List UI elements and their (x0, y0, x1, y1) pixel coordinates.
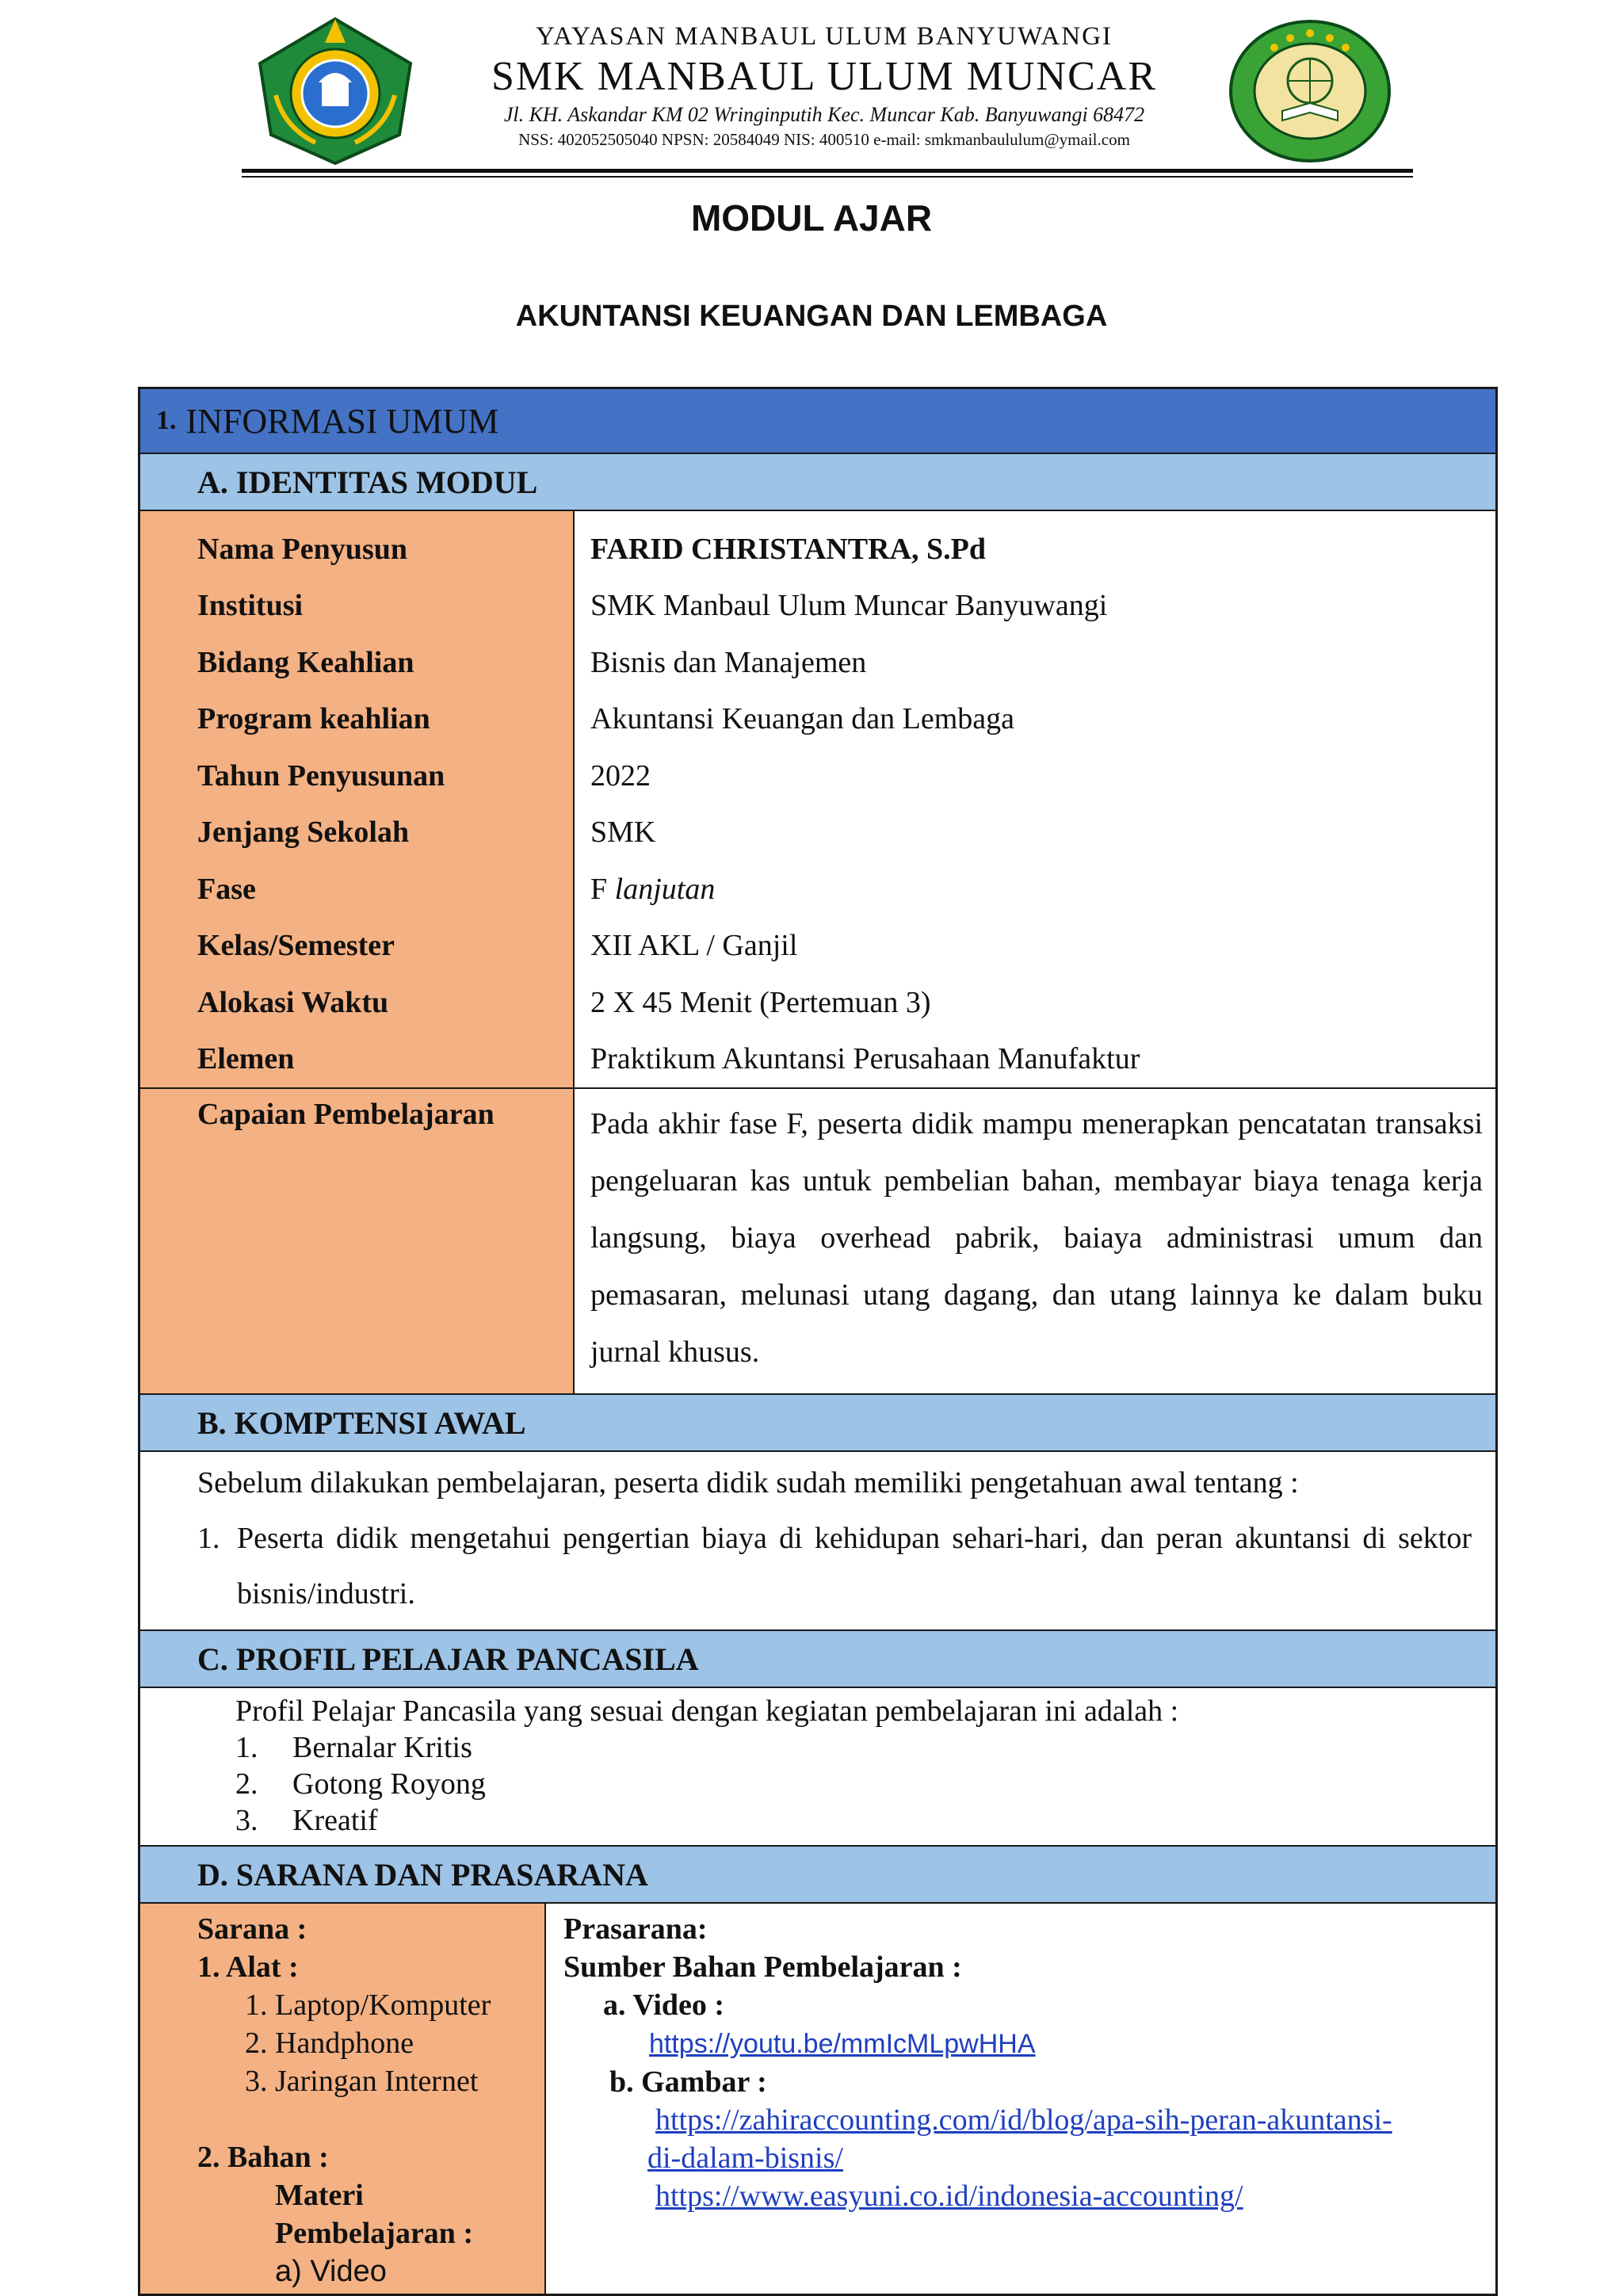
kompetensi-intro: Sebelum dilakukan pembelajaran, peserta didik sudah memiliki pengetahuan awal tentang : (197, 1466, 1299, 1499)
capaian-text: Pada akhir fase F, peserta didik mampu menerapkan pencatatan transaksi pengeluaran kas untuk pembelian bahan, membayar biaya tenaga kerja langsung, biaya overhead pabrik, baiaya administrasi umum dan pemasaran, melunasi utang dagang, dan utang lainnya ke dalam buku jurnal khusus. (590, 1107, 1483, 1369)
letterhead-rule-thin (242, 176, 1413, 178)
alat-item: 1. Laptop/Komputer (245, 1988, 491, 2022)
list-number: 2. (235, 1767, 258, 1801)
spacer (197, 2100, 544, 2138)
foundation-emblem-icon (1227, 16, 1393, 166)
materi-label-2: Pembelajaran : (275, 2217, 474, 2250)
identity-label: Bidang Keahlian (197, 645, 414, 679)
identity-value: XII AKL / Ganjil (590, 929, 798, 963)
sarana-title: Sarana : (197, 1912, 307, 1946)
alat-label: 1. Alat : (197, 1950, 299, 1984)
capaian-block (140, 1089, 1495, 1395)
section-number: 1. (156, 406, 177, 435)
letterhead-rule-thick (242, 169, 1413, 173)
school-address: Jl. KH. Askandar KM 02 Wringinputih Kec. Muncar Kab. Banyuwangi 68472 (503, 103, 1145, 126)
module-table (138, 387, 1498, 2296)
identity-value: SMK Manbaul Ulum Muncar Banyuwangi (590, 589, 1108, 623)
identity-label: Alokasi Waktu (197, 985, 389, 1019)
identity-value: 2022 (590, 758, 651, 793)
subsection-header-profil: C. PROFIL PELAJAR PANCASILA (140, 1631, 1495, 1688)
identity-labels (140, 511, 575, 1087)
subsection-header-identitas: A. IDENTITAS MODUL (140, 454, 1495, 511)
school-crest-icon (252, 16, 418, 166)
identity-label: Fase (197, 872, 256, 906)
identity-label: Jenjang Sekolah (197, 816, 410, 850)
sumber-label: Sumber Bahan Pembelajaran : (563, 1950, 962, 1984)
school-identifiers: NSS: 402052505040 NPSN: 20584049 NIS: 400510 e-mail: smkmanbaululum@ymail.com (518, 130, 1130, 149)
fase-value: F (590, 872, 608, 906)
video-label: a. Video : (603, 1988, 725, 2022)
identity-value: Praktikum Akuntansi Perusahaan Manufaktur (590, 1042, 1140, 1076)
bahan-label: 2. Bahan : (197, 2141, 329, 2174)
subsection-header-kompetensi: B. KOMPTENSI AWAL (140, 1395, 1495, 1452)
identity-value: Bisnis dan Manajemen (590, 645, 867, 679)
list-item (235, 1766, 1472, 1802)
identity-label: Elemen (197, 1042, 295, 1076)
materi-label: Materi (275, 2179, 364, 2212)
identity-value-author: FARID CHRISTANTRA, S.Pd (590, 532, 986, 566)
gambar-link-2[interactable]: https://www.easyuni.co.id/indonesia-accounting/ (655, 2179, 1243, 2213)
sarana-prasarana-block (140, 1904, 1495, 2294)
list-text: Bernalar Kritis (292, 1731, 472, 1764)
identity-label: Tahun Penyusunan (197, 758, 445, 793)
identity-block (140, 511, 1495, 1089)
gambar-link-1[interactable]: https://zahiraccounting.com/id/blog/apa-sih-peran-akuntansi- (655, 2103, 1392, 2137)
gambar-link-1-continued[interactable]: di-dalam-bisnis/ (647, 2141, 843, 2175)
list-text: Kreatif (292, 1804, 378, 1837)
list-text: Gotong Royong (292, 1767, 486, 1801)
foundation-name: YAYASAN MANBAUL ULUM BANYUWANGI (536, 22, 1113, 51)
materi-item: a) Video (275, 2255, 387, 2288)
identity-value: SMK (590, 816, 656, 850)
section-header-informasi-umum (140, 389, 1495, 454)
profil-block (140, 1688, 1495, 1847)
gambar-label: b. Gambar : (609, 2065, 767, 2099)
list-number: 1. (235, 1731, 258, 1764)
list-number: 3. (235, 1804, 258, 1837)
list-item (197, 1511, 1472, 1622)
list-number: 1. (197, 1522, 220, 1555)
prasarana-title: Prasarana: (563, 1912, 708, 1946)
alat-item: 3. Jaringan Internet (245, 2065, 479, 2098)
identity-label: Institusi (197, 589, 304, 623)
document-title: MODUL AJAR (690, 197, 933, 239)
capaian-label: Capaian Pembelajaran (140, 1089, 575, 1393)
profil-intro: Profil Pelajar Pancasila yang sesuai dengan kegiatan pembelajaran ini adalah : (235, 1694, 1179, 1728)
section-title: INFORMASI UMUM (185, 401, 499, 441)
fase-qualifier: lanjutan (614, 872, 716, 906)
video-link[interactable]: https://youtu.be/mmIcMLpwHHA (649, 2029, 1036, 2059)
identity-label: Nama Penyusun (197, 532, 407, 566)
identity-value-fase (590, 861, 1495, 918)
document-subtitle: AKUNTANSI KEUANGAN DAN LEMBAGA (515, 300, 1108, 333)
school-name: SMK MANBAUL ULUM MUNCAR (491, 54, 1158, 99)
list-text: Peserta didik mengetahui pengertian biaya di kehidupan sehari-hari, dan peran akuntansi di sektor bisnis/industri. (237, 1522, 1472, 1610)
kompetensi-block (140, 1452, 1495, 1631)
list-item (235, 1729, 1472, 1766)
subsection-header-sarana: D. SARANA DAN PRASARANA (140, 1847, 1495, 1904)
list-item (235, 1802, 1472, 1839)
sarana-column (140, 1904, 546, 2294)
identity-label: Program keahlian (197, 702, 430, 736)
alat-item: 2. Handphone (245, 2027, 414, 2060)
prasarana-column (546, 1904, 1495, 2294)
identity-label: Kelas/Semester (197, 929, 395, 963)
identity-values (575, 511, 1495, 1087)
identity-value: Akuntansi Keuangan dan Lembaga (590, 702, 1014, 736)
identity-value: 2 X 45 Menit (Pertemuan 3) (590, 985, 931, 1019)
letterhead (0, 0, 1623, 190)
